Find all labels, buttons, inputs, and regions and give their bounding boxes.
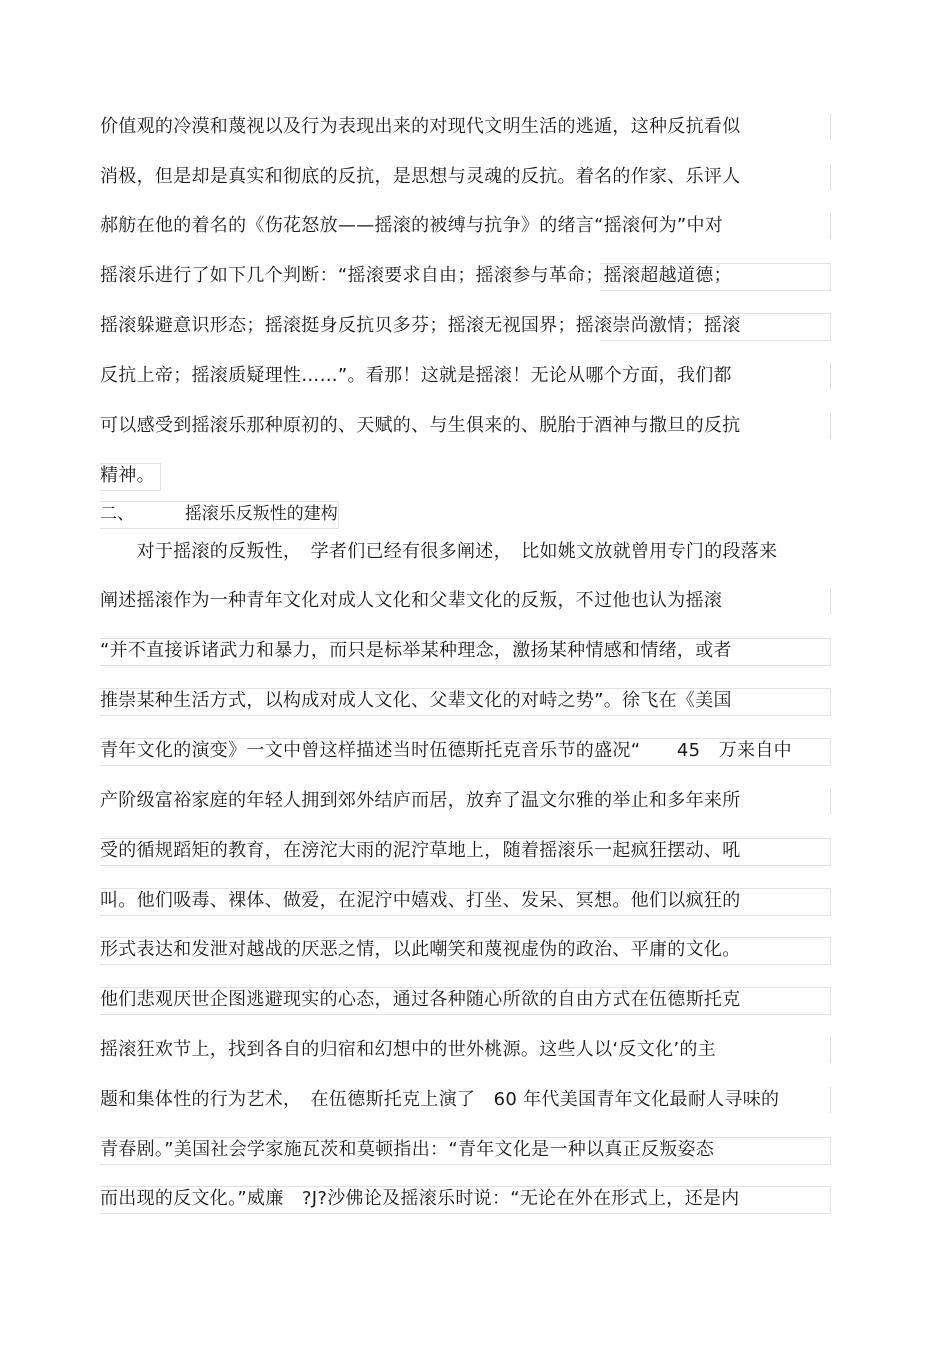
text-line: 反抗上帝；摇滚质疑理性……”。看那！这就是摇滚！无论从哪个方面，我们都 xyxy=(100,365,732,386)
table-rule xyxy=(830,213,831,239)
table-rule xyxy=(830,1087,831,1113)
text-line: 青年文化的演变》一文中曾这样描述当时伍德斯托克音乐节的盛况“ 45 万来自中 xyxy=(100,740,792,761)
text-line: 受的循规蹈矩的教育，在滂沱大雨的泥泞草地上，随着摇滚乐一起疯狂摆动、吼 xyxy=(100,840,741,861)
section-title: 摇滚乐反叛性的建构 xyxy=(184,504,338,524)
text-line: 题和集体性的行为艺术， 在伍德斯托克上演了 60 年代美国青年文化最耐人寻味的 xyxy=(100,1089,780,1110)
text-line: 而出现的反文化。”威廉 ?J?沙佛论及摇滚乐时说：“无论在外在形式上，还是内 xyxy=(100,1188,740,1209)
table-rule xyxy=(100,501,339,529)
table-rule xyxy=(830,413,831,439)
text-line: 精神。 xyxy=(100,465,155,486)
text-line: 郝舫在他的着名的《伤花怒放——摇滚的被缚与抗争》的绪言“摇滚何为”中对 xyxy=(100,215,724,236)
text-line: 对于摇滚的反叛性， 学者们已经有很多阐述， 比如姚文放就曾用专门的段落来 xyxy=(100,541,778,562)
table-rule xyxy=(830,1037,831,1063)
text-line: “并不直接诉诸武力和暴力，而只是标举某种理念，激扬某种情感和情绪，或者 xyxy=(100,640,732,661)
text-line: 他们悲观厌世企图逃避现实的心态，通过各种随心所欲的自由方式在伍德斯托克 xyxy=(100,989,741,1010)
section-number: 二、 xyxy=(100,504,134,524)
text-line: 形式表达和发泄对越战的厌恶之情，以此嘲笑和蔑视虚伪的政治、平庸的文化。 xyxy=(100,939,741,960)
text-line: 可以感受到摇滚乐那种原初的、天赋的、与生俱来的、脱胎于酒神与撒旦的反抗 xyxy=(100,415,741,436)
text-line: 消极，但是却是真实和彻底的反抗，是思想与灵魂的反抗。着名的作家、乐评人 xyxy=(100,166,741,187)
table-rule xyxy=(830,164,831,190)
text-line: 产阶级富裕家庭的年轻人拥到郊外结庐而居，放弃了温文尔雅的举止和多年来所 xyxy=(100,790,741,811)
table-rule xyxy=(830,114,831,140)
text-line: 阐述摇滚作为一种青年文化对成人文化和父辈文化的反叛，不过他也认为摇滚 xyxy=(100,590,723,611)
text-line: 推崇某种生活方式，以构成对成人文化、父辈文化的对峙之势”。徐飞在《美国 xyxy=(100,690,732,711)
table-rule xyxy=(830,588,831,614)
text-line: 摇滚狂欢节上，找到各自的归宿和幻想中的世外桃源。这些人以‘反文化’的主 xyxy=(100,1039,716,1060)
text-line: 价值观的冷漠和蔑视以及行为表现出来的对现代文明生活的逃遁，这种反抗看似 xyxy=(100,116,741,137)
text-line: 摇滚躲避意识形态；摇滚挺身反抗贝多芬；摇滚无视国界；摇滚崇尚激情；摇滚 xyxy=(100,315,741,336)
text-line: 叫。他们吸毒、裸体、做爱，在泥泞中嬉戏、打坐、发呆、冥想。他们以疯狂的 xyxy=(100,890,741,911)
table-rule xyxy=(830,788,831,814)
table-rule xyxy=(100,463,161,491)
text-line: 青春剧。”美国社会学家施瓦茨和莫顿指出：“青年文化是一种以真正反叛姿态 xyxy=(100,1139,715,1160)
text-line: 摇滚乐进行了如下几个判断：“摇滚要求自由；摇滚参与革命；摇滚超越道德； xyxy=(100,265,732,286)
table-rule xyxy=(830,363,831,389)
